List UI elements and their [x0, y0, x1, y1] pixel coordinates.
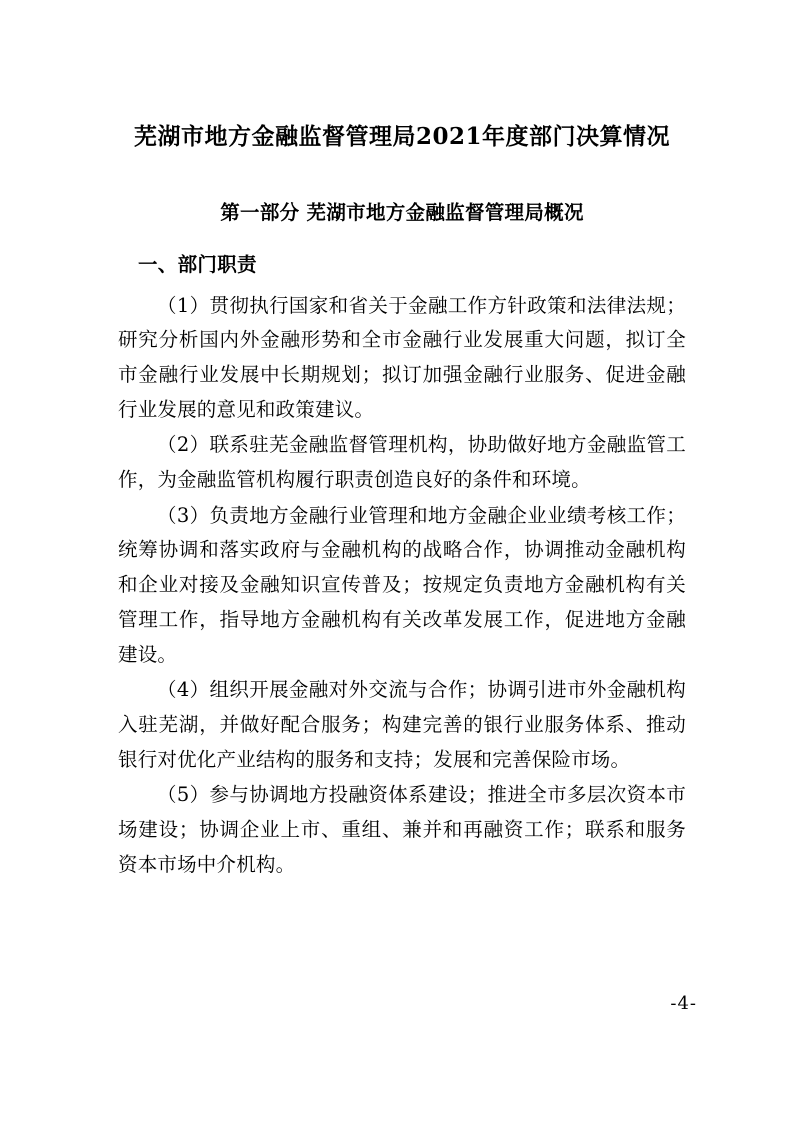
paragraph-1: （1）贯彻执行国家和省关于金融工作方针政策和法律法规；研究分析国内外金融形势和全市金融行业发展重大问题，拟订全市金融行业发展中长期规划；拟订加强金融行业服务、促进金融行业发展的意见和政策建议。: [118, 293, 686, 421]
page-number: -4-: [670, 993, 697, 1014]
document-body: [118, 120, 686, 883]
paragraph-2: （2）联系驻芜金融监督管理机构，协助做好地方金融监管工作，为金融监管机构履行职责创造良好的条件和环境。: [118, 433, 686, 492]
subsection-title: 一、部门职责: [138, 252, 257, 276]
paragraph-4: （4）组织开展金融对外交流与合作；协调引进市外金融机构入驻芜湖，并做好配合服务；构建完善的银行业服务体系、推动银行对优化产业结构的服务和支持；发展和完善保险市场。: [118, 678, 686, 771]
page-title: 芜湖市地方金融监督管理局2021年度部门决算情况: [133, 123, 670, 150]
paragraph-3: （3）负责地方金融行业管理和地方金融企业业绩考核工作；统筹协调和落实政府与金融机构的战略合作，协调推动金融机构和企业对接及金融知识宣传普及；按规定负责地方金融机构有关管理工作，指导地方金融机构有关改革发展工作，促进地方金融建设。: [118, 503, 686, 666]
section-title: 第一部分 芜湖市地方金融监督管理局概况: [220, 200, 584, 224]
paragraph-5: （5）参与协调地方投融资体系建设；推进全市多层次资本市场建设；协调企业上市、重组、兼并和再融资工作；联系和服务资本市场中介机构。: [118, 783, 686, 876]
